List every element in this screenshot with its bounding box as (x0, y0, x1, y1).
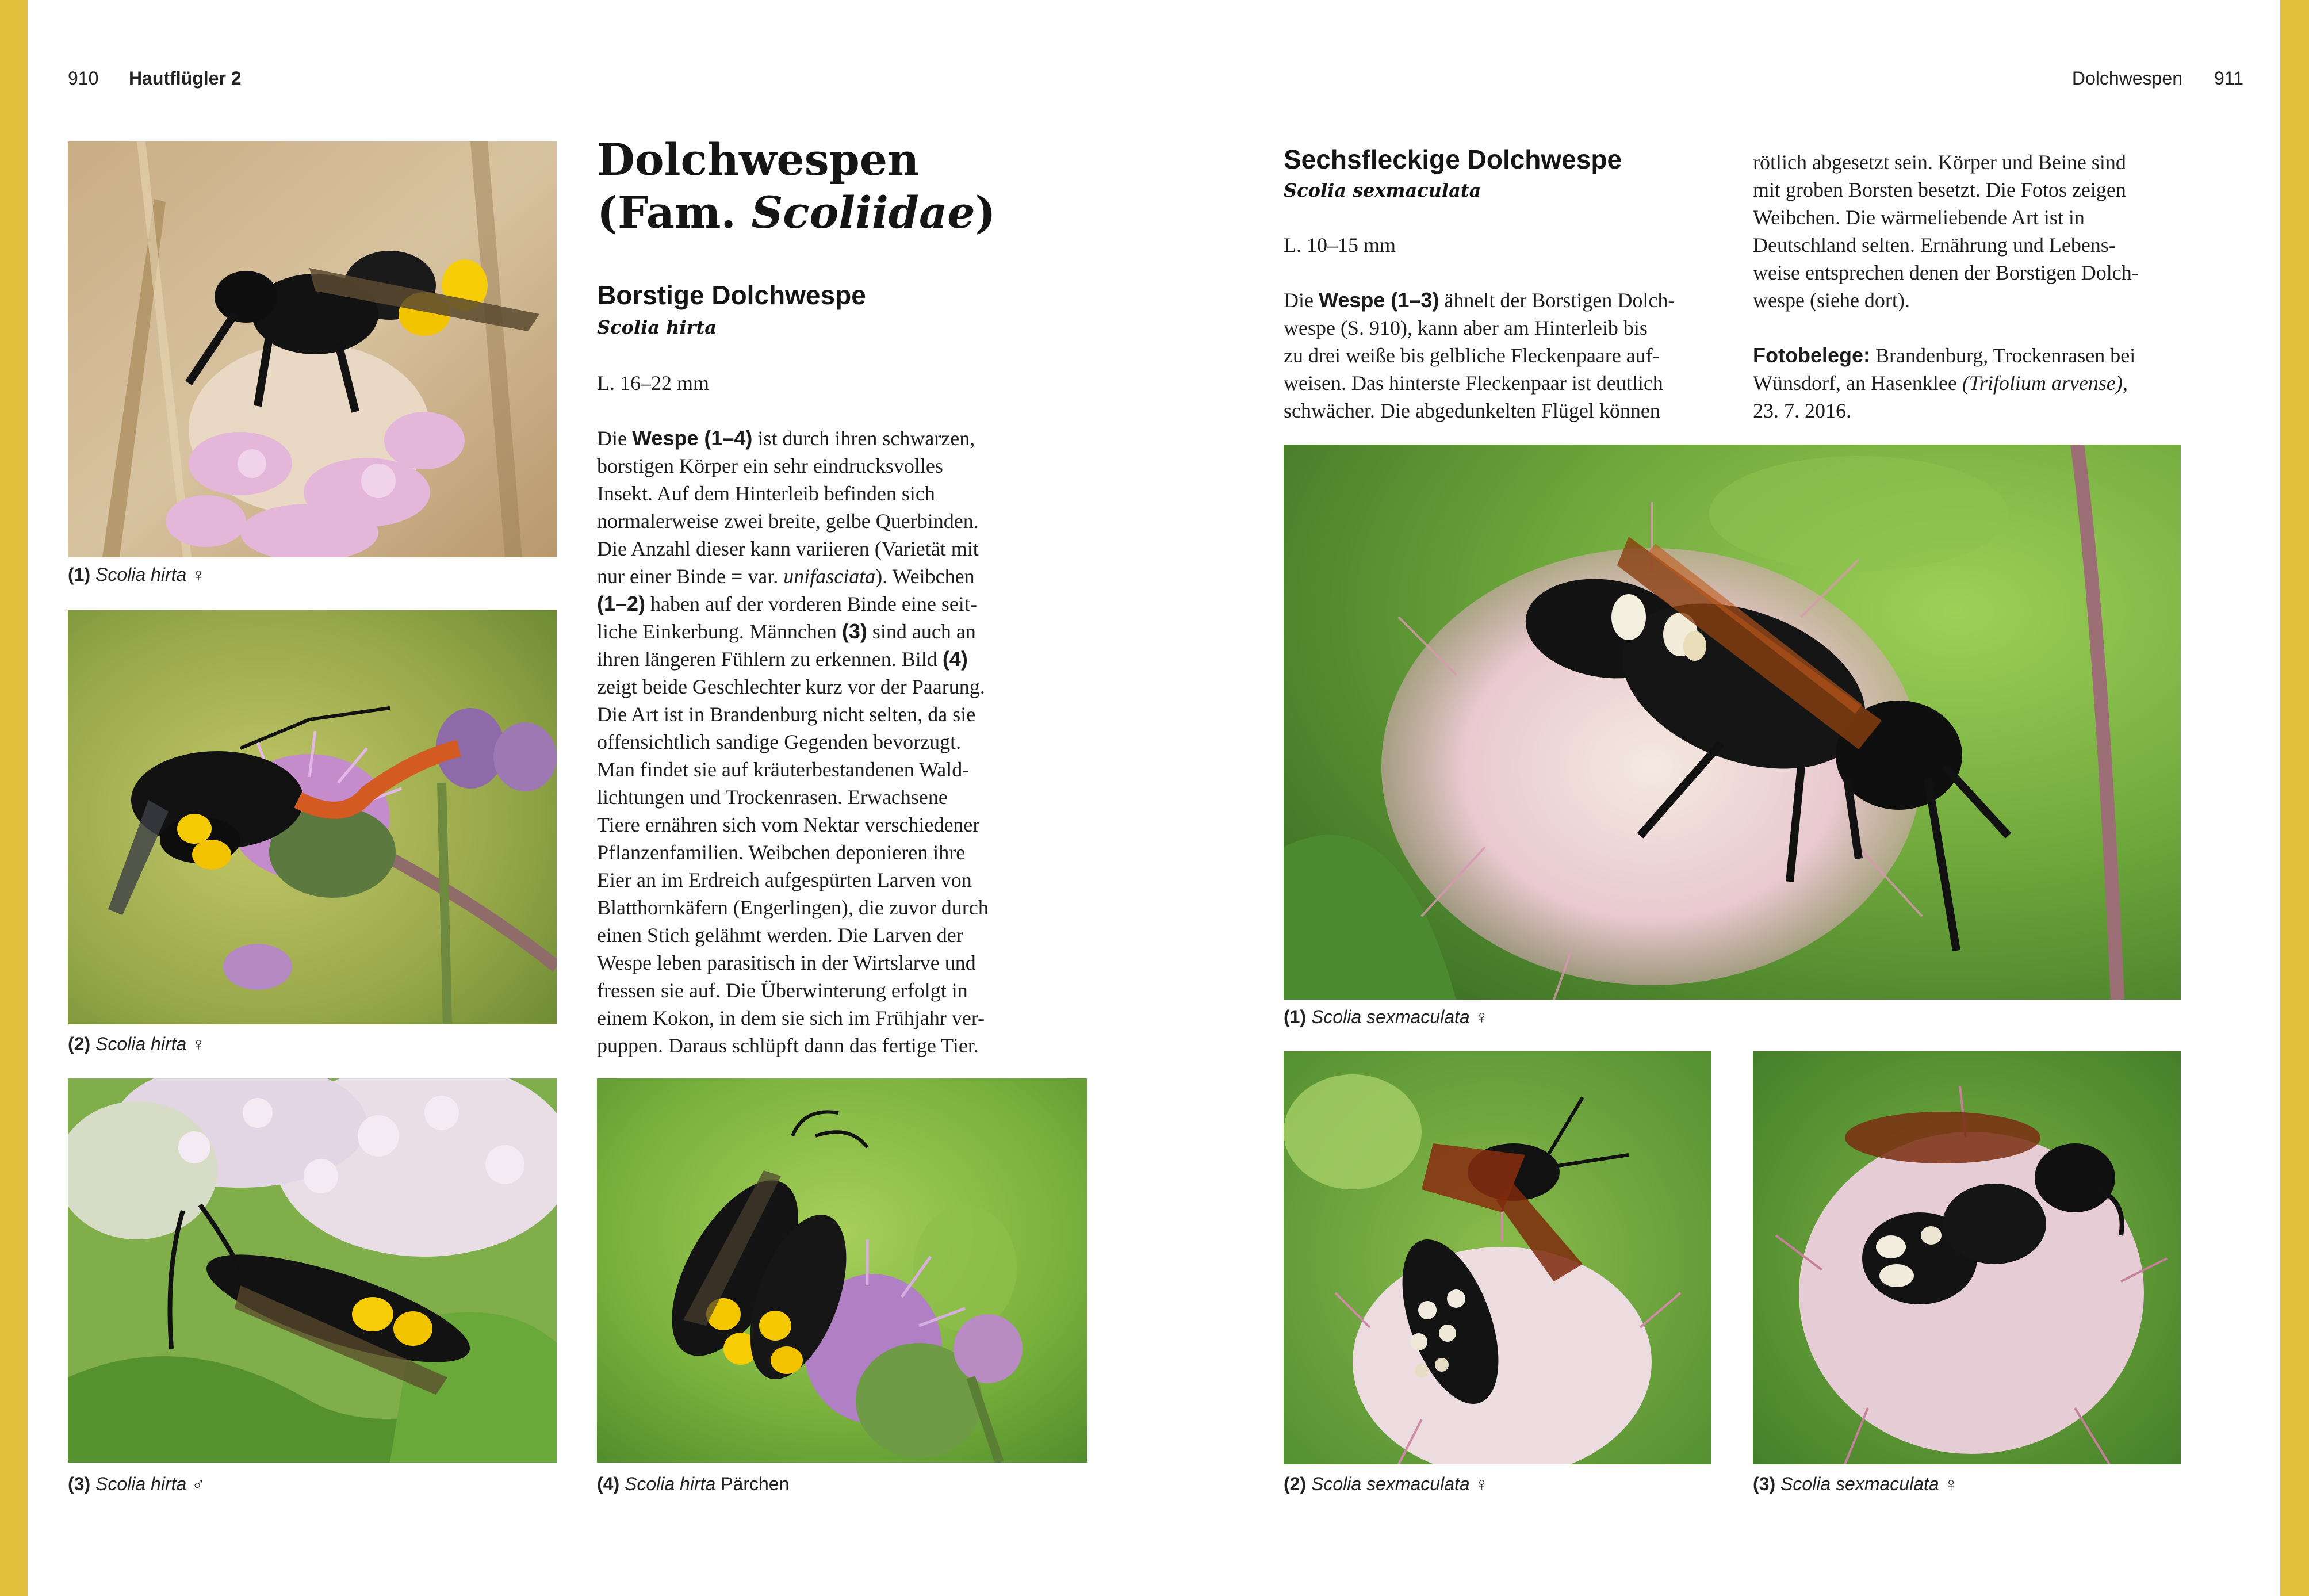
text-segment: Die Anzahl dieser kann variieren (Varietät mit (597, 537, 979, 560)
text-segment: sind auch an (867, 620, 976, 643)
text-line (597, 756, 1051, 783)
text-line (1284, 397, 1721, 424)
text-segment: wespe (S. 910), kann aber am Hinterleib bis (1284, 316, 1648, 339)
right-page-number: 911 (2214, 68, 2243, 89)
emphasis-label: Fotobelege: (1753, 343, 1870, 367)
text-line (1284, 369, 1721, 397)
emphasis-label: Wespe (1–4) (631, 426, 753, 450)
species2-description-col1 (1284, 286, 1721, 424)
photo-scolia-sexmaculata-2 (1284, 1051, 1711, 1464)
text-segment: Deutschland selten. Ernährung und Lebens- (1753, 234, 2116, 257)
text-segment: nur einer Binde = var. (597, 565, 784, 588)
photo-scolia-hirta-female-2 (68, 610, 557, 1024)
right-page-edge-band (2280, 0, 2309, 1596)
text-line (597, 535, 1051, 562)
text-segment: haben auf der vorderen Binde eine seit- (645, 592, 977, 615)
text-segment: fressen sie auf. Die Überwinterung erfolgt in (597, 979, 968, 1002)
species1-length: L. 16–22 mm (597, 372, 709, 395)
caption-number: (3) (68, 1473, 91, 1494)
caption-species: Scolia hirta (95, 564, 187, 585)
text-segment: puppen. Daraus schlüpft dann das fertige Tier. (597, 1034, 979, 1057)
species1-scientific-name: Scolia hirta (597, 316, 717, 338)
text-line (597, 562, 1051, 590)
emphasis-label: Wespe (1–3) (1318, 288, 1439, 312)
text-line (597, 507, 1051, 535)
text-line (1753, 148, 2201, 176)
emphasis-label: (1–2) (597, 592, 646, 615)
left-page-number: 910 (68, 68, 99, 89)
text-segment: borstigen Körper ein sehr eindrucksvolles (597, 454, 943, 477)
left-running-title: Hautflügler 2 (129, 68, 242, 89)
caption-species: Scolia sexmaculata (1311, 1006, 1470, 1027)
text-line (1284, 314, 1721, 342)
text-line (1753, 176, 2201, 204)
female-symbol: ♀ (1944, 1473, 1958, 1494)
text-segment: einen Stich gelähmt werden. Die Larven der (597, 924, 963, 947)
text-line (597, 424, 1051, 452)
text-line (597, 618, 1051, 645)
emphasis-label: (4) (942, 647, 968, 671)
text-line (597, 728, 1051, 756)
text-segment: normalerweise zwei breite, gelbe Querbinden. (597, 510, 979, 533)
female-symbol: ♀ (192, 564, 206, 585)
text-segment: mit groben Borsten besetzt. Die Fotos zeigen (1753, 178, 2126, 201)
text-line (597, 811, 1051, 839)
text-segment: weise entsprechen denen der Borstigen Dolch- (1753, 261, 2139, 284)
text-segment: 23. 7. 2016. (1753, 399, 1851, 422)
text-line (1753, 259, 2201, 286)
text-segment: offensichtlich sandige Gegenden bevorzugt. (597, 730, 962, 753)
text-line (597, 866, 1051, 894)
text-segment: Die (1284, 289, 1319, 312)
female-symbol: ♀ (1475, 1006, 1489, 1027)
photo-scolia-hirta-pair (597, 1078, 1087, 1463)
female-symbol: ♀ (192, 1034, 206, 1054)
caption-photo-4 (597, 1473, 789, 1495)
text-line (1753, 369, 2201, 397)
text-line (597, 701, 1051, 728)
photo-scolia-sexmaculata-3 (1753, 1051, 2181, 1464)
caption-extra: Pärchen (721, 1473, 790, 1494)
text-line (1753, 397, 2201, 424)
caption-number: (2) (68, 1034, 91, 1054)
family-title-line2: (Fam. Scoliidae) (597, 187, 996, 238)
caption-number: (4) (597, 1473, 620, 1494)
text-line (597, 673, 1051, 701)
text-line (597, 452, 1051, 480)
left-page-edge-band (0, 0, 28, 1596)
species1-description (597, 424, 1051, 1059)
italic-term: unifasciata (783, 565, 876, 588)
text-segment: Blatthornkäfern (Engerlingen), die zuvor durch (597, 896, 989, 919)
text-segment: ähnelt der Borstigen Dolch- (1439, 289, 1675, 312)
text-line (1753, 342, 2201, 369)
text-line (597, 1032, 1051, 1059)
species2-scientific-name: Scolia sexmaculata (1284, 179, 1481, 201)
text-segment: Eier an im Erdreich aufgespürten Larven von (597, 868, 972, 891)
text-segment: ist durch ihren schwarzen, (752, 427, 975, 450)
caption-number: (1) (1284, 1006, 1307, 1027)
species2-length: L. 10–15 mm (1284, 234, 1396, 257)
text-segment: einem Kokon, in dem sie sich im Frühjahr ver- (597, 1006, 985, 1029)
caption-species: Scolia sexmaculata (1311, 1473, 1470, 1494)
text-segment: rötlich abgesetzt sein. Körper und Beine sind (1753, 151, 2126, 174)
text-line (1284, 342, 1721, 369)
text-line (597, 977, 1051, 1004)
species2-description-col2 (1753, 148, 2201, 314)
caption-number: (1) (68, 564, 91, 585)
caption-species: Scolia hirta (95, 1034, 187, 1054)
text-segment: Weibchen. Die wärmeliebende Art ist in (1753, 206, 2085, 229)
species2-photo-evidence (1753, 342, 2201, 424)
text-line (597, 921, 1051, 949)
caption-species: Scolia hirta (625, 1473, 716, 1494)
text-segment: Die Art ist in Brandenburg nicht selten, da sie (597, 703, 976, 726)
caption-number: (2) (1284, 1473, 1307, 1494)
text-line (597, 590, 1051, 618)
text-segment: Wünsdorf, an Hasenklee (1753, 372, 1962, 395)
italic-term: (Trifolium arvense) (1962, 372, 2123, 395)
text-segment: Brandenburg, Trockenrasen bei (1870, 344, 2136, 367)
text-segment: , (2122, 372, 2128, 395)
caption-species: Scolia sexmaculata (1780, 1473, 1939, 1494)
text-segment: ). Weibchen (875, 565, 975, 588)
species1-common-name: Borstige Dolchwespe (597, 280, 866, 310)
text-segment: lichtungen und Trockenrasen. Erwachsene (597, 786, 948, 809)
family-title-line1: Dolchwespen (597, 134, 920, 185)
text-segment: Wespe leben parasitisch in der Wirtslarve und (597, 951, 976, 974)
text-segment: Pflanzenfamilien. Weibchen deponieren ihre (597, 841, 966, 864)
text-line (597, 480, 1051, 507)
text-segment: liche Einkerbung. Männchen (597, 620, 842, 643)
female-symbol: ♀ (1475, 1473, 1489, 1494)
caption-species: Scolia hirta (95, 1473, 187, 1494)
emphasis-label: (3) (841, 619, 867, 643)
text-segment: schwächer. Die abgedunkelten Flügel können (1284, 399, 1660, 422)
photo-scolia-hirta-male (68, 1078, 557, 1463)
text-segment: Insekt. Auf dem Hinterleib befinden sich (597, 482, 935, 505)
text-segment: weisen. Das hinterste Fleckenpaar ist deutlich (1284, 372, 1663, 395)
text-line (597, 1004, 1051, 1032)
photo-scolia-hirta-female-1 (68, 141, 557, 557)
photo-scolia-sexmaculata-1 (1284, 445, 2181, 1000)
caption-photo-5 (1284, 1006, 1489, 1028)
species2-common-name: Sechsfleckige Dolchwespe (1284, 144, 1622, 174)
text-line (1284, 286, 1721, 314)
caption-number: (3) (1753, 1473, 1776, 1494)
text-line (1753, 204, 2201, 231)
text-line (597, 645, 1051, 673)
text-line (1753, 286, 2201, 314)
text-line (597, 894, 1051, 921)
right-running-title: Dolchwespen (2071, 68, 2182, 89)
text-line (597, 949, 1051, 977)
text-segment: Die (597, 427, 632, 450)
caption-photo-1 (68, 564, 205, 585)
text-segment: Man findet sie auf kräuterbestandenen Wald- (597, 758, 970, 781)
caption-photo-6 (1284, 1473, 1489, 1495)
text-segment: zeigt beide Geschlechter kurz vor der Paarung. (597, 675, 985, 698)
text-segment: Tiere ernähren sich vom Nektar verschiedener (597, 813, 980, 836)
family-heading (597, 133, 996, 239)
text-line (597, 839, 1051, 866)
caption-photo-3 (68, 1473, 205, 1495)
text-segment: ihren längeren Fühlern zu erkennen. Bild (597, 648, 943, 671)
text-segment: zu drei weiße bis gelbliche Fleckenpaare auf- (1284, 344, 1660, 367)
male-symbol: ♂ (192, 1473, 206, 1494)
text-line (1753, 231, 2201, 259)
caption-photo-2 (68, 1034, 205, 1055)
text-segment: wespe (siehe dort). (1753, 289, 1910, 312)
text-line (597, 783, 1051, 811)
caption-photo-7 (1753, 1473, 1958, 1495)
